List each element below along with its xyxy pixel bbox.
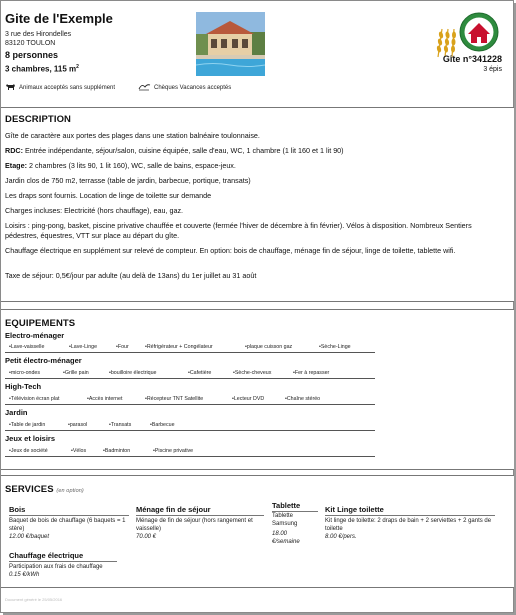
equipements-section <box>1 309 515 470</box>
rooms-text: 3 chambres, 115 m <box>5 64 77 74</box>
equip-group-items <box>5 342 375 353</box>
address-city: 83120 TOULON <box>5 40 56 47</box>
service-desc: Baquet de bois de chauffage (6 baquets = 1 stère) <box>9 518 126 532</box>
equip-item: •Badminton <box>103 448 131 454</box>
equip-group-heading: Jeux et loisirs <box>5 434 56 443</box>
cheques-amenity <box>138 83 231 93</box>
address <box>5 30 71 48</box>
desc-paragraph-charges: Charges incluses: Electricité (hors chauffage), eau, gaz. <box>5 206 184 215</box>
equip-group-items <box>5 368 375 379</box>
gite-reference <box>443 54 502 73</box>
equip-item: •Télévision écran plat <box>9 396 60 402</box>
rooms-surface <box>5 64 79 74</box>
service-name: Kit Linge toilette <box>325 505 384 514</box>
service-desc: Participation aux frais de chauffage <box>9 564 103 570</box>
gites-de-france-logo <box>432 11 500 59</box>
service-divider <box>325 515 495 516</box>
pets-label: Animaux acceptés sans supplément <box>19 85 116 91</box>
desc-paragraph-etage <box>5 161 505 171</box>
service-divider <box>136 515 264 516</box>
etage-label: Etage: <box>5 161 27 170</box>
desc-paragraph-intro: Gîte de caractère aux portes des plages dans une station balnéaire toulonnaise. <box>5 131 260 140</box>
service-divider <box>9 561 117 562</box>
services-note: (en option) <box>56 488 84 494</box>
service-name: Chauffage électrique <box>9 551 84 560</box>
equip-group-items <box>5 394 375 405</box>
service-desc: Ménage de fin de séjour (hors rangement et vaisselle) <box>136 518 253 532</box>
equip-item: •Transats <box>109 422 132 428</box>
equip-item: •Vélos <box>71 448 87 454</box>
equip-item: •Chaîne stéréo <box>285 396 321 402</box>
services-section <box>1 475 515 588</box>
rdc-label: RDC: <box>5 146 23 155</box>
services-heading <box>5 484 84 495</box>
desc-paragraph-chauffage: Chauffage électrique en supplément sur relevé de compteur. En option: bois de chauffage, ménage fin de séjour, linge de toilette, tablette wifi. <box>5 246 456 255</box>
equip-item: •Piscine privative <box>153 448 194 454</box>
pets-amenity <box>5 83 115 93</box>
equip-item: •bouilloire électrique <box>109 370 157 376</box>
desc-paragraph-jardin: Jardin clos de 750 m2, terrasse (table de jardin, barbecue, portique, transats) <box>5 176 251 185</box>
listing-header <box>5 11 510 103</box>
desc-paragraph-taxe: Taxe de séjour: 0,5€/jour par adulte (au delà de 13ans) du 1er juillet au 31 août <box>5 271 257 280</box>
equip-group-heading: Petit électro-ménager <box>5 356 82 365</box>
equip-item: •parasol <box>68 422 88 428</box>
service-price: 0.15 €/kWh <box>9 572 40 578</box>
etage-text: 2 chambres (3 lits 90, 1 lit 160), WC, salle de bains, espace-jeux. <box>26 161 236 170</box>
equip-group-heading: Jardin <box>5 408 28 417</box>
services-title: SERVICES <box>5 484 54 495</box>
gite-number: Gîte n°341228 <box>442 54 502 64</box>
equip-item: •Réfrigérateur + Congélateur <box>145 344 213 350</box>
service-price: 18.00 €/semaine <box>272 531 300 545</box>
dog-icon <box>5 83 16 93</box>
service-price: 8.00 €/pers. <box>325 534 357 540</box>
wheat-icon <box>436 29 456 57</box>
equip-item: •Sèche-Linge <box>319 344 351 350</box>
equip-item: •Lave-vaisselle <box>9 344 45 350</box>
service-price: 12.00 €/baquet <box>9 534 50 540</box>
service-divider <box>9 515 129 516</box>
equip-item: •Fer à repasser <box>293 370 330 376</box>
service-desc: Tablette Samsung <box>272 513 298 527</box>
equip-item: •Jeux de société <box>9 448 48 454</box>
epis-rating: 3 épis <box>483 66 502 73</box>
equip-group-heading: Electro-ménager <box>5 331 65 340</box>
house-photo <box>196 12 265 76</box>
equip-group-heading: High-Tech <box>5 382 42 391</box>
equip-group-items <box>5 446 375 457</box>
service-name: Bois <box>9 505 26 514</box>
desc-paragraph-loisirs: Loisirs : ping-pong, basket, piscine privative chauffée et couverte (fermée l'hiver de décembre à fin février). Vélos à disposition. Nombreux Sentiers pédestres, équestres, VTT sur place au départ du gîte. <box>5 221 472 240</box>
service-name: Ménage fin de séjour <box>136 505 211 514</box>
address-street: 3 rue des Hirondelles <box>5 31 72 38</box>
equip-item: •Sèche-cheveux <box>233 370 272 376</box>
equip-item: •Récepteur TNT Satellite <box>145 396 204 402</box>
cheque-vacances-icon <box>138 83 151 93</box>
equip-item: •Grille pain <box>63 370 89 376</box>
equipements-heading: EQUIPEMENTS <box>5 318 76 329</box>
equip-item: •Table de jardin <box>9 422 46 428</box>
equip-item: •micro-ondes <box>9 370 40 376</box>
service-name: Tablette <box>272 501 301 510</box>
equip-item: •Cafetière <box>188 370 212 376</box>
equip-item: •Four <box>116 344 129 350</box>
surface-unit: 2 <box>76 64 79 70</box>
desc-paragraph-rdc <box>5 146 505 156</box>
equip-item: •Barbecue <box>150 422 175 428</box>
description-section <box>1 107 515 302</box>
service-desc: Kit linge de toilette: 2 draps de bain + 2 serviettes + 2 gants de toilette <box>325 518 492 532</box>
cheques-label: Chèques Vacances acceptés <box>154 85 232 91</box>
gite-title: Gite de l'Exemple <box>5 11 113 26</box>
description-heading: DESCRIPTION <box>5 114 72 125</box>
equip-group-items <box>5 420 375 431</box>
equip-item: •Accès internet <box>87 396 123 402</box>
equip-item: •Lave-Linge <box>69 344 98 350</box>
equip-item: •plaque cuisson gaz <box>245 344 293 350</box>
service-price: 70.00 € <box>136 534 157 540</box>
rdc-text: Entrée indépendante, séjour/salon, cuisine équipée, salle d'eau, WC, 1 chambre (1 lit 160 et 1 lit 90) <box>22 146 344 155</box>
equip-item: •Lecteur DVD <box>232 396 265 402</box>
capacity: 8 personnes <box>5 50 59 60</box>
footer-text: Document généré le 25/05/2016 <box>5 597 63 602</box>
desc-paragraph-draps: Les draps sont fournis. Location de linge de toilette sur demande <box>5 191 212 200</box>
